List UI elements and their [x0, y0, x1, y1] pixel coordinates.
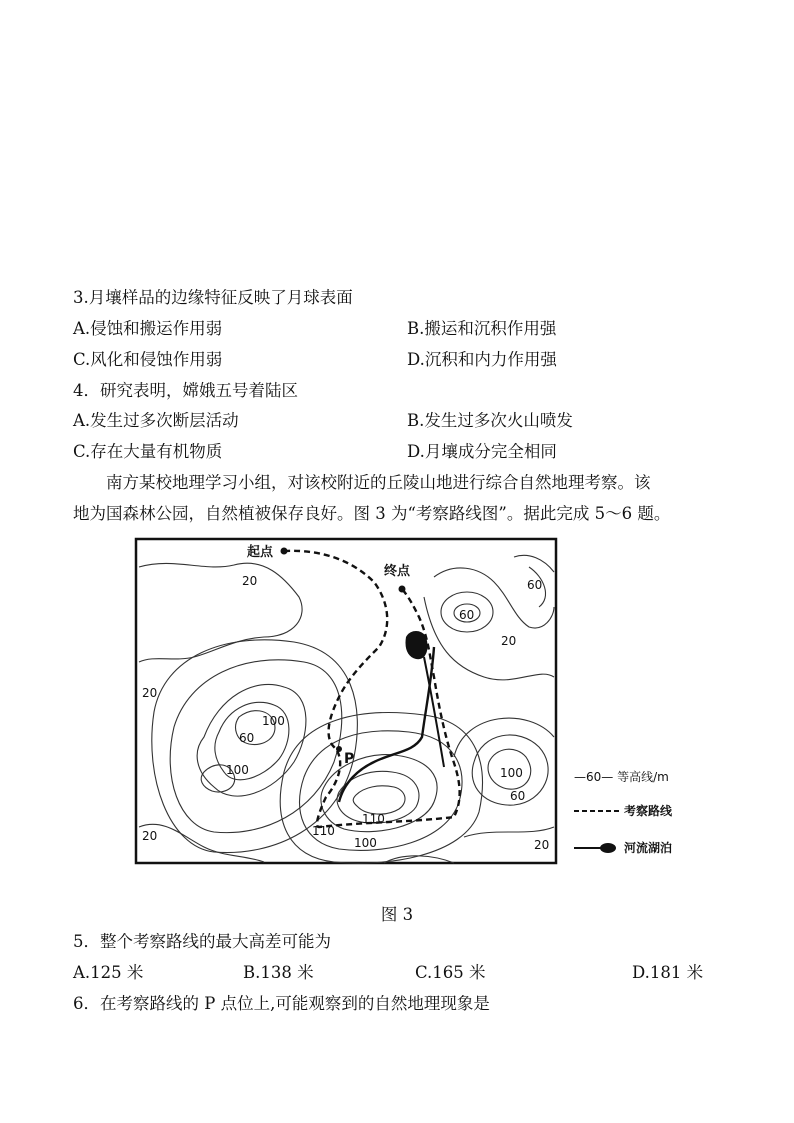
contour-label: 100	[262, 714, 285, 728]
q5-stem: 5．整个考察路线的最大高差可能为	[73, 932, 331, 951]
q5-option-c: C.165 米	[415, 963, 486, 982]
q4-option-d: D.月壤成分完全相同	[407, 442, 557, 461]
contour-label: 60	[239, 731, 255, 745]
contour-label: 20	[142, 686, 158, 700]
contour-label: 20	[142, 829, 158, 843]
contour-label: 20	[534, 838, 550, 852]
end-point-marker	[399, 586, 406, 593]
q3-option-a: A.侵蚀和搬运作用弱	[73, 319, 223, 338]
q3-option-d: D.沉积和内力作用强	[407, 350, 557, 369]
contour-label: 20	[242, 574, 258, 588]
contour-label: 100	[500, 766, 523, 780]
legend-lake-shape	[600, 843, 616, 853]
map-legend	[574, 769, 673, 855]
q3-option-c: C.风化和侵蚀作用弱	[73, 350, 223, 369]
q6-stem: 6．在考察路线的 P 点位上,可能观察到的自然地理现象是	[73, 994, 490, 1013]
contour-label: 60	[510, 789, 526, 803]
q5-option-d: D.181 米	[632, 963, 704, 982]
point-p-marker	[336, 746, 342, 752]
q3-stem: 3.月壤样品的边缘特征反映了月球表面	[73, 288, 353, 307]
figure-caption: 图 3	[380, 905, 414, 924]
q3-option-b: B.搬运和沉积作用强	[407, 319, 557, 338]
q4-option-b: B.发生过多次火山喷发	[407, 411, 573, 430]
contour-label: 20	[501, 634, 517, 648]
q4-option-a: A.发生过多次断层活动	[73, 411, 239, 430]
route-map-figure	[134, 537, 694, 877]
intro-line-2: 地为国森林公园，自然植被保存良好。图 3 为“考察路线图”。据此完成 5～6 题。	[73, 504, 671, 523]
route-map-svg	[134, 537, 694, 877]
point-p-label: P	[344, 751, 355, 767]
legend-contour: —60— 等高线/m	[574, 770, 669, 784]
q4-option-c: C.存在大量有机物质	[73, 442, 223, 461]
end-label: 终点	[384, 564, 411, 579]
start-label: 起点	[247, 545, 274, 560]
contour-label: 60	[527, 578, 543, 592]
contour-label: 100	[226, 763, 249, 777]
map-frame	[136, 539, 556, 863]
q5-option-b: B.138 米	[243, 963, 314, 982]
q4-stem: 4．研究表明，嫦娥五号着陆区	[73, 381, 298, 400]
legend-route: 考察路线	[624, 804, 673, 818]
q5-option-a: A.125 米	[73, 963, 144, 982]
start-point-marker	[281, 548, 288, 555]
contour-label: 110	[362, 812, 385, 826]
contour-label: 100	[354, 836, 377, 850]
contour-label: 60	[459, 608, 475, 622]
intro-line-1: 南方某校地理学习小组，对该校附近的丘陵山地进行综合自然地理考察。该	[106, 473, 651, 492]
contour-label: 110	[312, 824, 335, 838]
legend-river: 河流湖泊	[624, 841, 673, 855]
